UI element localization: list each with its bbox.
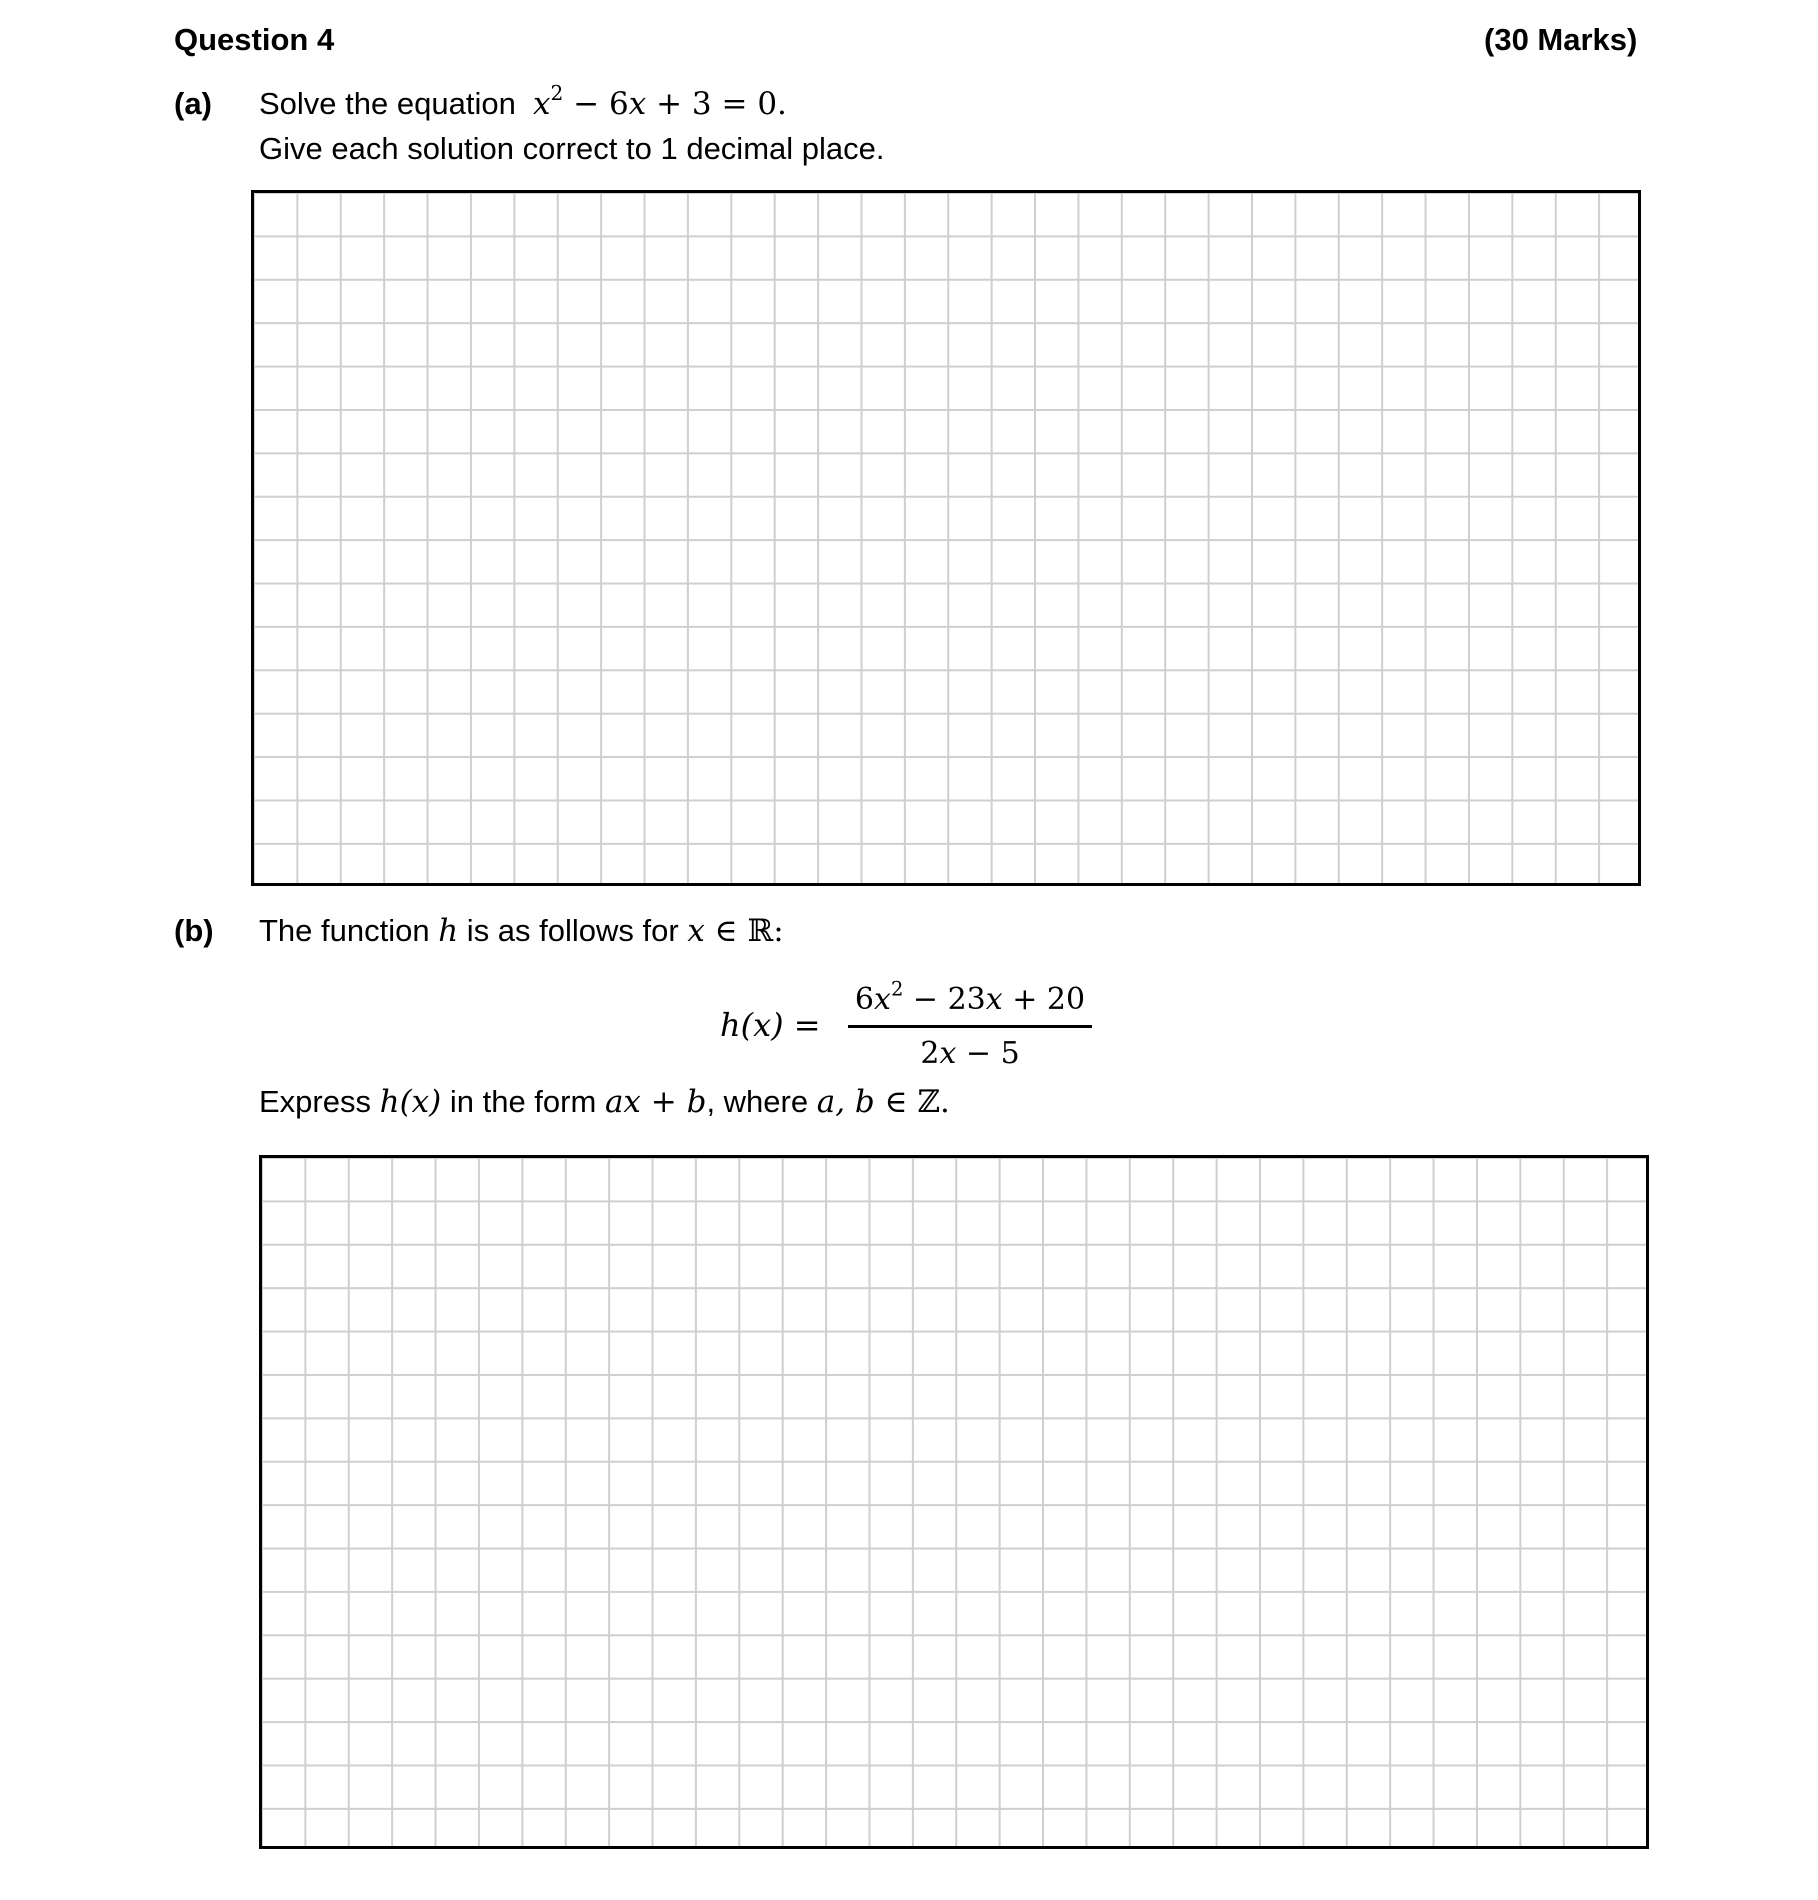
eq-exp: 2 — [550, 80, 564, 105]
real-set: ∈ ℝ: — [704, 913, 784, 949]
num-coef: 6 — [854, 982, 875, 1017]
part-a-label: (a) — [174, 86, 212, 121]
eq-tail: + 3 = 0. — [646, 86, 787, 122]
den-tail: − 5 — [956, 1036, 1020, 1071]
num-exp: 2 — [890, 977, 904, 1001]
num-x: x — [874, 982, 891, 1017]
den-coef: 2 — [920, 1036, 940, 1071]
function-lhs: h(x) = — [720, 1006, 821, 1044]
part-b-prefix: The function — [259, 913, 439, 948]
part-a-question-line2: Give each solution correct to 1 decimal place. — [259, 131, 885, 166]
num-rest: − 23 — [903, 982, 986, 1017]
instr-mid2: , where — [706, 1084, 817, 1119]
part-b-instruction — [259, 1084, 950, 1120]
var-x: x — [687, 913, 705, 949]
part-a-question-line1 — [259, 80, 787, 122]
question-marks: (30 Marks) — [1484, 22, 1638, 57]
var-h: h — [438, 913, 459, 949]
eq-x2: x — [628, 86, 647, 122]
part-b-question-line1 — [259, 913, 784, 949]
instr-mid: in the form — [441, 1084, 605, 1119]
instr-prefix: Express — [259, 1084, 380, 1119]
den-x: x — [939, 1036, 957, 1071]
instr-hx: h(x) — [379, 1084, 442, 1120]
instr-vars: a, b — [816, 1084, 875, 1120]
part-a-prefix: Solve the equation — [259, 86, 516, 121]
part-a-answer-grid[interactable] — [251, 190, 1641, 886]
part-b-answer-grid[interactable] — [259, 1155, 1649, 1849]
part-b-label: (b) — [174, 913, 214, 948]
fraction-numerator — [848, 977, 1092, 1028]
num-x2: x — [985, 982, 1003, 1017]
fraction-denominator — [848, 1028, 1092, 1071]
function-fraction — [848, 977, 1092, 1071]
num-tail: + 20 — [1002, 982, 1086, 1017]
instr-form: ax + b — [604, 1084, 707, 1120]
eq-x: x — [533, 86, 551, 122]
eq-rest: − 6 — [563, 86, 629, 122]
part-b-mid: is as follows for — [458, 913, 688, 948]
instr-set: ∈ ℤ. — [874, 1084, 950, 1120]
question-title: Question 4 — [174, 22, 335, 57]
